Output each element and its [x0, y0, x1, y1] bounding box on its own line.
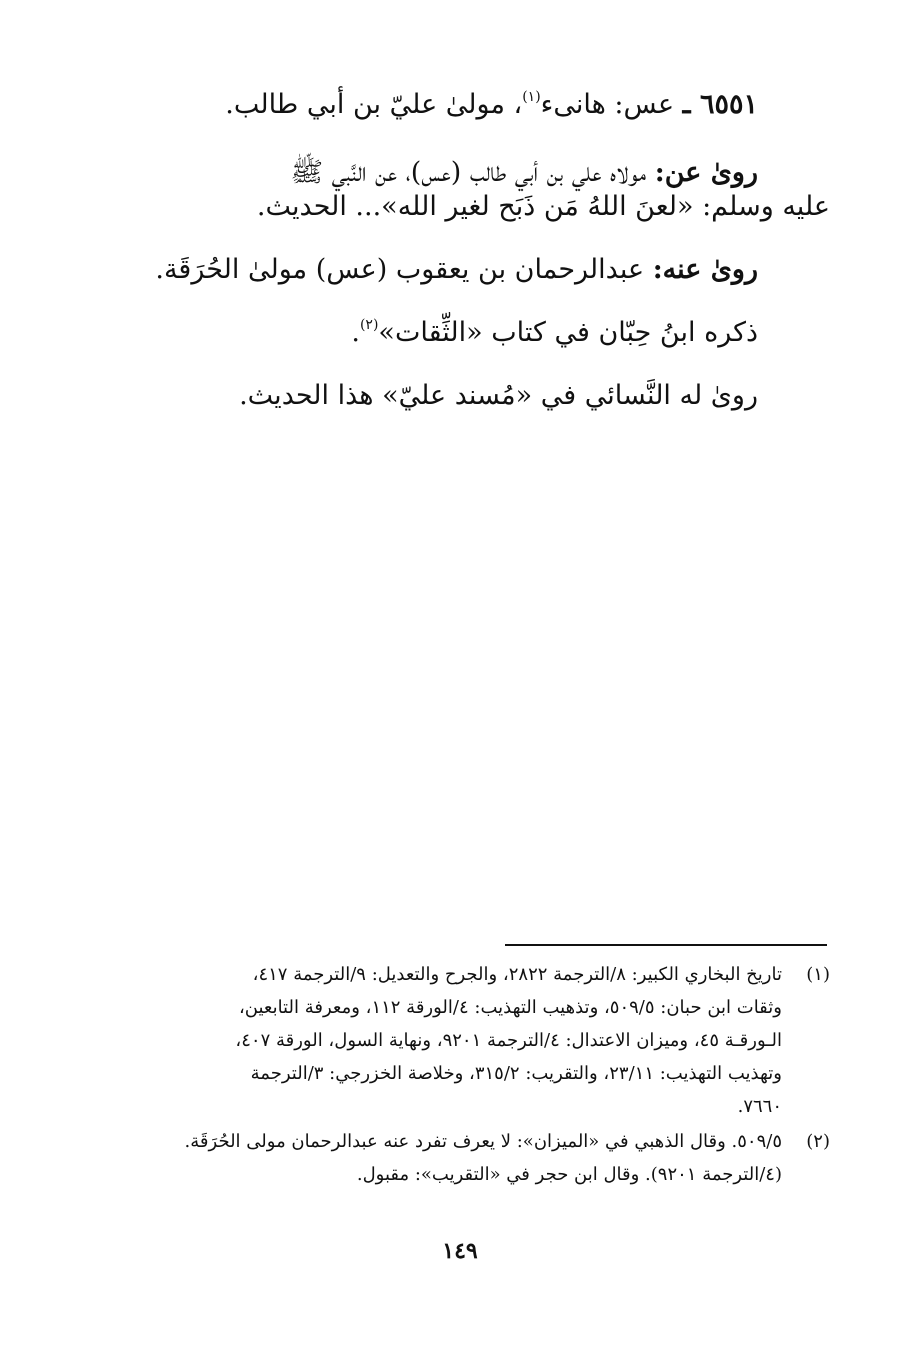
footnote-body	[110, 958, 782, 1123]
entry-heading-rest: ، مولىٰ عليّ بن أبي طالب.	[225, 89, 523, 120]
footnote-ref-2: (٢)	[359, 317, 379, 333]
footnote-line: وتهذيب التهذيب: ٢٣/١١، والتقريب: ٣١٥/٢، وخلاصة الخزرجي: ٣/الترجمة	[250, 1063, 782, 1084]
footnote-line: ٧٦٦٠.	[737, 1096, 782, 1117]
footnotes	[110, 958, 830, 1193]
footnote-number: (١)	[806, 964, 830, 985]
narrated-by-text: عبدالرحمان بن يعقوب (عس) مولىٰ الحُرَقَة.	[155, 254, 645, 285]
footnote-2	[110, 1125, 830, 1191]
footnote-line: الـورقـة ٤٥، وميزان الاعتدال: ٤/الترجمة ٩٢٠١، ونهاية السول، الورقة ٤٠٧،	[235, 1030, 782, 1051]
mention-end: .	[351, 317, 360, 348]
narrated-by-label: روىٰ عنه:	[652, 254, 758, 285]
footnote-ref-1: (١)	[522, 89, 541, 105]
footnote-body	[110, 1125, 782, 1191]
narrated-from-text: مولاه علي بن أبي طالب (عس)، عن النَّبي ﷺ	[290, 157, 647, 188]
main-text	[90, 88, 830, 413]
footnote-divider	[505, 944, 827, 946]
narrated-from-line-1	[90, 156, 830, 190]
mention-line	[90, 316, 830, 350]
entry-heading-name: عس: هانىء	[540, 89, 675, 120]
page-number: ١٤٩	[442, 1238, 478, 1264]
entry-number: ٦٥٥١ ـ	[682, 89, 758, 120]
footnote-line: ٥٠٩/٥. وقال الذهبي في «الميزان»: لا يعرف تفرد عنه عبدالرحمان مولى الحُرَقَة.	[184, 1131, 782, 1152]
entry-heading	[90, 88, 830, 122]
mention-text: ذكره ابنُ حِبّان في كتاب «الثِّقات»	[378, 317, 758, 348]
footnote-line: (٤/الترجمة ٩٢٠١). وقال ابن حجر في «التقريب»: مقبول.	[356, 1164, 782, 1185]
footnote-line: وثقات ابن حبان: ٥٠٩/٥، وتذهيب التهذيب: ٤/الورقة ١١٢، ومعرفة التابعين،	[238, 997, 782, 1018]
narration-line: روىٰ له النَّسائي في «مُسند عليّ» هذا الحديث.	[239, 380, 758, 411]
footnote-number: (٢)	[806, 1131, 830, 1152]
footnote-1	[110, 958, 830, 1123]
narrated-from-label: روىٰ عن:	[654, 157, 758, 188]
footnote-line: تاريخ البخاري الكبير: ٨/الترجمة ٢٨٢٢، والجرح والتعديل: ٩/الترجمة ٤١٧،	[252, 964, 782, 985]
narrated-by-line	[90, 253, 830, 287]
narrated-from-line-2: عليه وسلم: «لعنَ اللهُ مَن ذَبَح لغير الله»... الحديث.	[256, 191, 830, 222]
